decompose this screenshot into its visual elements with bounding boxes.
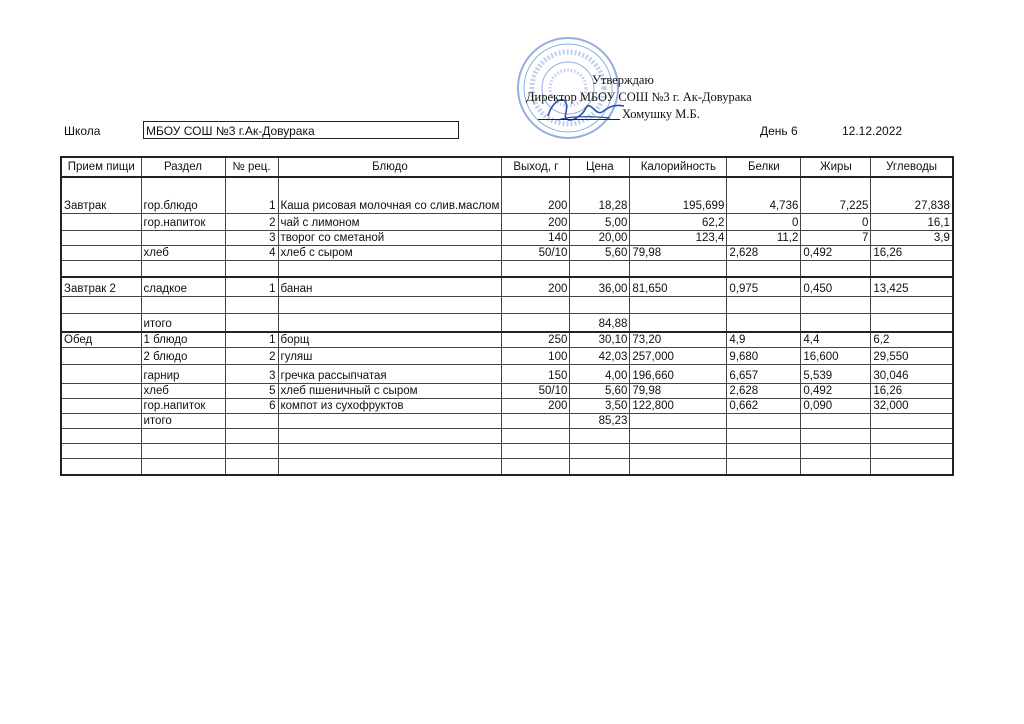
approval-title: Утверждаю — [592, 73, 654, 87]
cell-rec: 1 — [225, 277, 278, 296]
cell-dish: компот из сухофруктов — [278, 398, 502, 413]
cell-dish: борщ — [278, 332, 502, 347]
day-label: День 6 — [760, 124, 798, 138]
cell-yield — [502, 260, 570, 277]
cell-meal: Обед — [61, 332, 141, 347]
cell-yield: 200 — [502, 277, 570, 296]
cell-fat: 0,090 — [801, 398, 871, 413]
cell-rec — [225, 260, 278, 277]
cell-carb: 32,000 — [871, 398, 953, 413]
cell-price — [570, 260, 630, 277]
cell-prot — [727, 296, 801, 313]
cell-fat — [801, 458, 871, 475]
cell-yield — [502, 413, 570, 428]
table-row — [61, 364, 953, 383]
cell-cal: 79,98 — [630, 383, 727, 398]
col-header: Углеводы — [871, 157, 953, 177]
col-header: № рец. — [225, 157, 278, 177]
cell-dish: творог со сметаной — [278, 230, 502, 245]
cell-section: итого — [141, 313, 225, 332]
table-row — [61, 230, 953, 245]
cell-prot: 0,662 — [727, 398, 801, 413]
cell-carb — [871, 296, 953, 313]
cell-meal — [61, 260, 141, 277]
cell-section — [141, 428, 225, 443]
cell-carb: 3,9 — [871, 230, 953, 245]
table-row — [61, 383, 953, 398]
cell-price: 84,88 — [570, 313, 630, 332]
cell-fat — [801, 443, 871, 458]
cell-section: хлеб — [141, 245, 225, 260]
cell-carb: 16,26 — [871, 245, 953, 260]
cell-rec: 2 — [225, 213, 278, 230]
col-header: Блюдо — [278, 157, 502, 177]
col-header: Выход, г — [502, 157, 570, 177]
approval-position: Директор МБОУ СОШ №3 г. Ак-Довурака — [526, 90, 752, 104]
cell-yield — [502, 458, 570, 475]
table-row — [61, 296, 953, 313]
table-header-row — [61, 157, 953, 177]
cell-prot — [727, 458, 801, 475]
table-row — [61, 347, 953, 364]
cell-carb: 27,838 — [871, 177, 953, 213]
cell-price — [570, 296, 630, 313]
cell-yield: 50/10 — [502, 245, 570, 260]
cell-carb — [871, 313, 953, 332]
cell-price: 3,50 — [570, 398, 630, 413]
cell-section: 2 блюдо — [141, 347, 225, 364]
cell-price — [570, 428, 630, 443]
cell-yield: 250 — [502, 332, 570, 347]
cell-section — [141, 296, 225, 313]
table-row — [61, 458, 953, 475]
cell-dish — [278, 428, 502, 443]
cell-cal: 196,660 — [630, 364, 727, 383]
table-row — [61, 398, 953, 413]
cell-yield: 140 — [502, 230, 570, 245]
cell-dish — [278, 260, 502, 277]
signature-line — [538, 119, 620, 120]
cell-meal — [61, 213, 141, 230]
cell-rec — [225, 458, 278, 475]
cell-prot — [727, 413, 801, 428]
school-name-field: МБОУ СОШ №3 г.Ак-Довурака — [143, 121, 459, 139]
cell-cal: 62,2 — [630, 213, 727, 230]
cell-prot: 2,628 — [727, 245, 801, 260]
cell-price — [570, 443, 630, 458]
cell-section: гор.блюдо — [141, 177, 225, 213]
cell-section: гор.напиток — [141, 398, 225, 413]
cell-price: 18,28 — [570, 177, 630, 213]
cell-fat: 16,600 — [801, 347, 871, 364]
cell-meal: Завтрак 2 — [61, 277, 141, 296]
cell-cal: 195,699 — [630, 177, 727, 213]
cell-cal — [630, 428, 727, 443]
cell-section: гарнир — [141, 364, 225, 383]
approval-block — [522, 72, 782, 123]
cell-price: 85,23 — [570, 413, 630, 428]
cell-rec — [225, 443, 278, 458]
table-row — [61, 413, 953, 428]
cell-yield: 200 — [502, 213, 570, 230]
cell-dish: Каша рисовая молочная со слив.маслом — [278, 177, 502, 213]
cell-prot: 11,2 — [727, 230, 801, 245]
cell-dish: чай с лимоном — [278, 213, 502, 230]
cell-yield: 200 — [502, 398, 570, 413]
cell-yield — [502, 428, 570, 443]
cell-carb — [871, 260, 953, 277]
cell-prot: 2,628 — [727, 383, 801, 398]
approval-name: Хомушку М.Б. — [622, 107, 700, 121]
cell-price: 20,00 — [570, 230, 630, 245]
cell-fat: 0,492 — [801, 383, 871, 398]
cell-carb — [871, 458, 953, 475]
cell-price: 42,03 — [570, 347, 630, 364]
cell-carb — [871, 428, 953, 443]
col-header: Калорийность — [630, 157, 727, 177]
cell-price — [570, 458, 630, 475]
cell-carb: 6,2 — [871, 332, 953, 347]
cell-cal: 257,000 — [630, 347, 727, 364]
cell-price: 5,60 — [570, 245, 630, 260]
cell-yield: 100 — [502, 347, 570, 364]
cell-yield — [502, 443, 570, 458]
cell-dish — [278, 313, 502, 332]
cell-section: итого — [141, 413, 225, 428]
cell-prot — [727, 260, 801, 277]
cell-meal — [61, 347, 141, 364]
cell-prot: 4,736 — [727, 177, 801, 213]
cell-prot — [727, 443, 801, 458]
cell-rec: 3 — [225, 230, 278, 245]
cell-cal: 81,650 — [630, 277, 727, 296]
cell-rec: 2 — [225, 347, 278, 364]
cell-meal — [61, 458, 141, 475]
cell-rec: 1 — [225, 332, 278, 347]
cell-yield: 150 — [502, 364, 570, 383]
cell-rec: 4 — [225, 245, 278, 260]
cell-rec — [225, 428, 278, 443]
cell-meal — [61, 398, 141, 413]
table-row — [61, 313, 953, 332]
cell-fat — [801, 313, 871, 332]
cell-prot: 6,657 — [727, 364, 801, 383]
cell-cal: 73,20 — [630, 332, 727, 347]
cell-section: гор.напиток — [141, 213, 225, 230]
col-header: Белки — [727, 157, 801, 177]
cell-meal — [61, 245, 141, 260]
cell-cal: 79,98 — [630, 245, 727, 260]
cell-fat: 7 — [801, 230, 871, 245]
cell-cal — [630, 413, 727, 428]
cell-cal: 122,800 — [630, 398, 727, 413]
col-header: Жиры — [801, 157, 871, 177]
cell-carb: 13,425 — [871, 277, 953, 296]
cell-meal — [61, 383, 141, 398]
cell-section: сладкое — [141, 277, 225, 296]
cell-rec: 1 — [225, 177, 278, 213]
cell-prot: 0,975 — [727, 277, 801, 296]
table-row — [61, 277, 953, 296]
cell-meal — [61, 296, 141, 313]
cell-dish: гуляш — [278, 347, 502, 364]
cell-price: 4,00 — [570, 364, 630, 383]
cell-carb — [871, 413, 953, 428]
cell-rec — [225, 313, 278, 332]
date-label: 12.12.2022 — [842, 124, 903, 138]
cell-fat: 0,492 — [801, 245, 871, 260]
cell-meal — [61, 413, 141, 428]
cell-section — [141, 443, 225, 458]
cell-cal — [630, 458, 727, 475]
cell-section: хлеб — [141, 383, 225, 398]
cell-prot — [727, 428, 801, 443]
cell-carb: 29,550 — [871, 347, 953, 364]
cell-rec: 3 — [225, 364, 278, 383]
cell-dish: гречка рассыпчатая — [278, 364, 502, 383]
menu-table-body — [61, 177, 953, 475]
col-header: Цена — [570, 157, 630, 177]
cell-rec — [225, 413, 278, 428]
cell-cal — [630, 313, 727, 332]
cell-dish — [278, 443, 502, 458]
cell-price: 5,60 — [570, 383, 630, 398]
cell-fat — [801, 428, 871, 443]
cell-fat: 5,539 — [801, 364, 871, 383]
cell-meal — [61, 443, 141, 458]
school-label: Школа — [64, 124, 101, 138]
cell-fat: 7,225 — [801, 177, 871, 213]
cell-prot: 0 — [727, 213, 801, 230]
cell-section — [141, 260, 225, 277]
table-row — [61, 332, 953, 347]
cell-yield: 50/10 — [502, 383, 570, 398]
cell-dish: хлеб с сыром — [278, 245, 502, 260]
cell-meal — [61, 230, 141, 245]
cell-carb: 16,26 — [871, 383, 953, 398]
cell-rec — [225, 296, 278, 313]
cell-cal — [630, 443, 727, 458]
cell-meal: Завтрак — [61, 177, 141, 213]
table-row — [61, 443, 953, 458]
cell-meal — [61, 364, 141, 383]
cell-carb: 16,1 — [871, 213, 953, 230]
cell-prot: 9,680 — [727, 347, 801, 364]
table-row — [61, 428, 953, 443]
cell-rec: 5 — [225, 383, 278, 398]
cell-price: 5,00 — [570, 213, 630, 230]
cell-cal — [630, 296, 727, 313]
cell-prot: 4,9 — [727, 332, 801, 347]
cell-prot — [727, 313, 801, 332]
table-row — [61, 245, 953, 260]
cell-meal — [61, 428, 141, 443]
cell-cal — [630, 260, 727, 277]
cell-carb — [871, 443, 953, 458]
cell-fat: 0 — [801, 213, 871, 230]
cell-rec: 6 — [225, 398, 278, 413]
cell-dish — [278, 458, 502, 475]
col-header: Раздел — [141, 157, 225, 177]
cell-section: 1 блюдо — [141, 332, 225, 347]
cell-dish — [278, 296, 502, 313]
table-row — [61, 260, 953, 277]
menu-table — [60, 156, 954, 476]
cell-dish — [278, 413, 502, 428]
cell-carb: 30,046 — [871, 364, 953, 383]
cell-fat — [801, 413, 871, 428]
cell-fat: 0,450 — [801, 277, 871, 296]
cell-price: 30,10 — [570, 332, 630, 347]
cell-section — [141, 458, 225, 475]
cell-fat — [801, 260, 871, 277]
cell-yield: 200 — [502, 177, 570, 213]
table-row — [61, 213, 953, 230]
cell-dish: хлеб пшеничный с сыром — [278, 383, 502, 398]
table-row — [61, 177, 953, 213]
cell-yield — [502, 296, 570, 313]
cell-dish: банан — [278, 277, 502, 296]
cell-section — [141, 230, 225, 245]
cell-cal: 123,4 — [630, 230, 727, 245]
cell-meal — [61, 313, 141, 332]
cell-yield — [502, 313, 570, 332]
col-header: Прием пищи — [61, 157, 141, 177]
cell-price: 36,00 — [570, 277, 630, 296]
cell-fat: 4,4 — [801, 332, 871, 347]
cell-fat — [801, 296, 871, 313]
